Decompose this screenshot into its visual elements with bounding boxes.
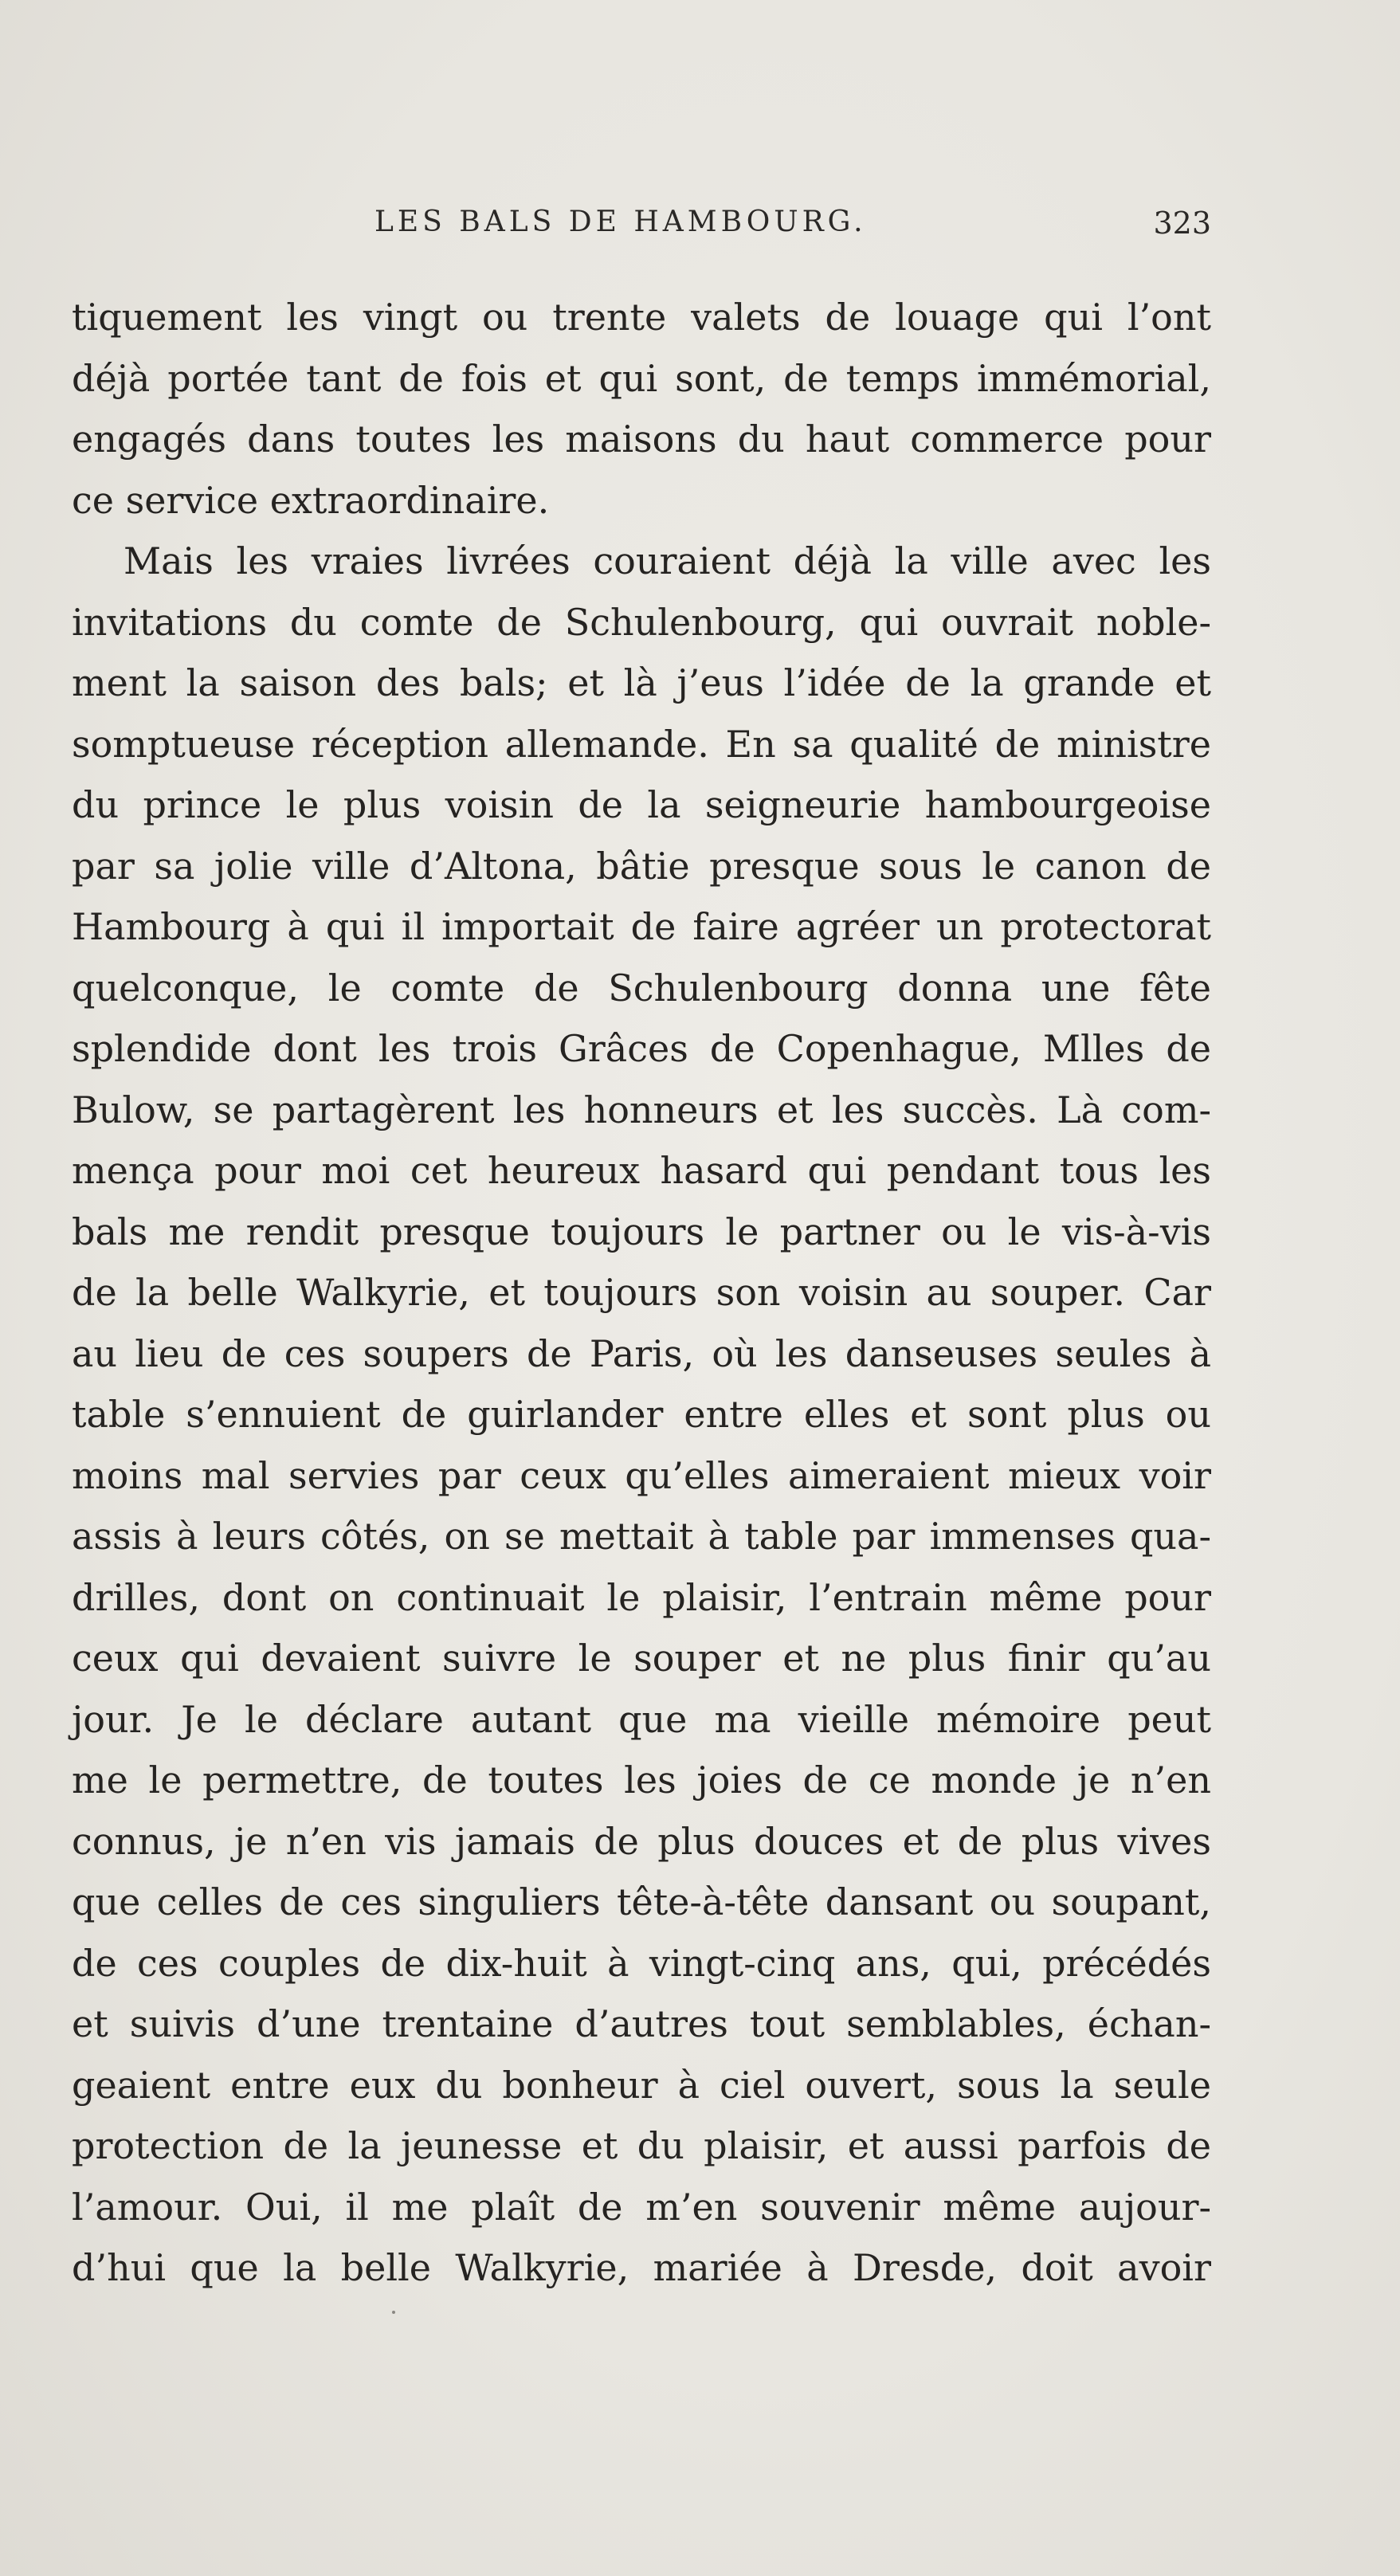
text-line: au lieu de ces soupers de Paris, où les danseuses seules à (72, 1331, 1211, 1375)
text-line: me le permettre, de toutes les joies de ce monde je n’en (72, 1759, 1211, 1802)
text-line: quelconque, le comte de Schulenbourg donna une fête (72, 966, 1211, 1010)
page-header (72, 206, 1211, 253)
text-line: connus, je n’en vis jamais de plus douces et de plus vives (72, 1819, 1211, 1863)
text-line: protection de la jeunesse et du plaisir, et aussi parfois de (72, 2124, 1211, 2167)
text-line: Hambourg à qui il importait de faire agréer un protectorat (72, 905, 1211, 948)
text-line: et suivis d’une trentaine d’autres tout semblables, échan- (72, 2002, 1211, 2045)
text-line: tiquement les vingt ou trente valets de louage qui l’ont (72, 296, 1211, 339)
paper-speck (392, 2311, 395, 2314)
text-line: d’hui que la belle Walkyrie, mariée à Dresde, doit avoir (72, 2246, 1211, 2289)
text-line: splendide dont les trois Grâces de Copenhague, Mlles de (72, 1027, 1211, 1070)
running-head: LES BALS DE HAMBOURG. (375, 206, 867, 238)
text-line: drilles, dont on continuait le plaisir, l’entrain même pour (72, 1575, 1211, 1619)
page-number: 323 (1153, 206, 1211, 241)
text-line: que celles de ces singuliers tête-à-tête dansant ou soupant, (72, 1880, 1211, 1923)
text-line: ceux qui devaient suivre le souper et ne plus finir qu’au (72, 1637, 1211, 1680)
text-line: geaient entre eux du bonheur à ciel ouvert, sous la seule (72, 2063, 1211, 2107)
text-line: jour. Je le déclare autant que ma vieille mémoire peut (72, 1697, 1211, 1741)
text-line: mença pour moi cet heureux hasard qui pendant tous les (72, 1149, 1211, 1192)
text-line: ment la saison des bals; et là j’eus l’idée de la grande et (72, 661, 1211, 704)
body-text (72, 287, 1211, 2299)
text-line: de ces couples de dix-huit à vingt-cinq ans, qui, précédés (72, 1941, 1211, 1985)
text-line: table s’ennuient de guirlander entre elles et sont plus ou (72, 1393, 1211, 1436)
text-line: l’amour. Oui, il me plaît de m’en souvenir même aujour- (72, 2185, 1211, 2229)
paragraph-start-line: Mais les vraies livrées couraient déjà la ville avec les (124, 539, 1211, 582)
text-line: Bulow, se partagèrent les honneurs et les succès. Là com- (72, 1088, 1211, 1131)
text-line: engagés dans toutes les maisons du haut commerce pour (72, 418, 1211, 461)
text-line: ce service extraordinaire. (72, 478, 550, 522)
text-line: moins mal servies par ceux qu’elles aimeraient mieux voir (72, 1453, 1211, 1497)
text-line: de la belle Walkyrie, et toujours son voisin au souper. Car (72, 1271, 1211, 1314)
text-line: du prince le plus voisin de la seigneurie hambourgeoise (72, 783, 1211, 826)
text-line: par sa jolie ville d’Altona, bâtie presque sous le canon de (72, 844, 1211, 888)
text-line: déjà portée tant de fois et qui sont, de temps immémorial, (72, 356, 1211, 400)
text-line: somptueuse réception allemande. En sa qualité de ministre (72, 722, 1211, 766)
text-line: assis à leurs côtés, on se mettait à table par immenses qua- (72, 1515, 1211, 1558)
text-line: invitations du comte de Schulenbourg, qui ouvrait noble- (72, 600, 1211, 644)
text-line: bals me rendit presque toujours le partner ou le vis-à-vis (72, 1210, 1211, 1253)
